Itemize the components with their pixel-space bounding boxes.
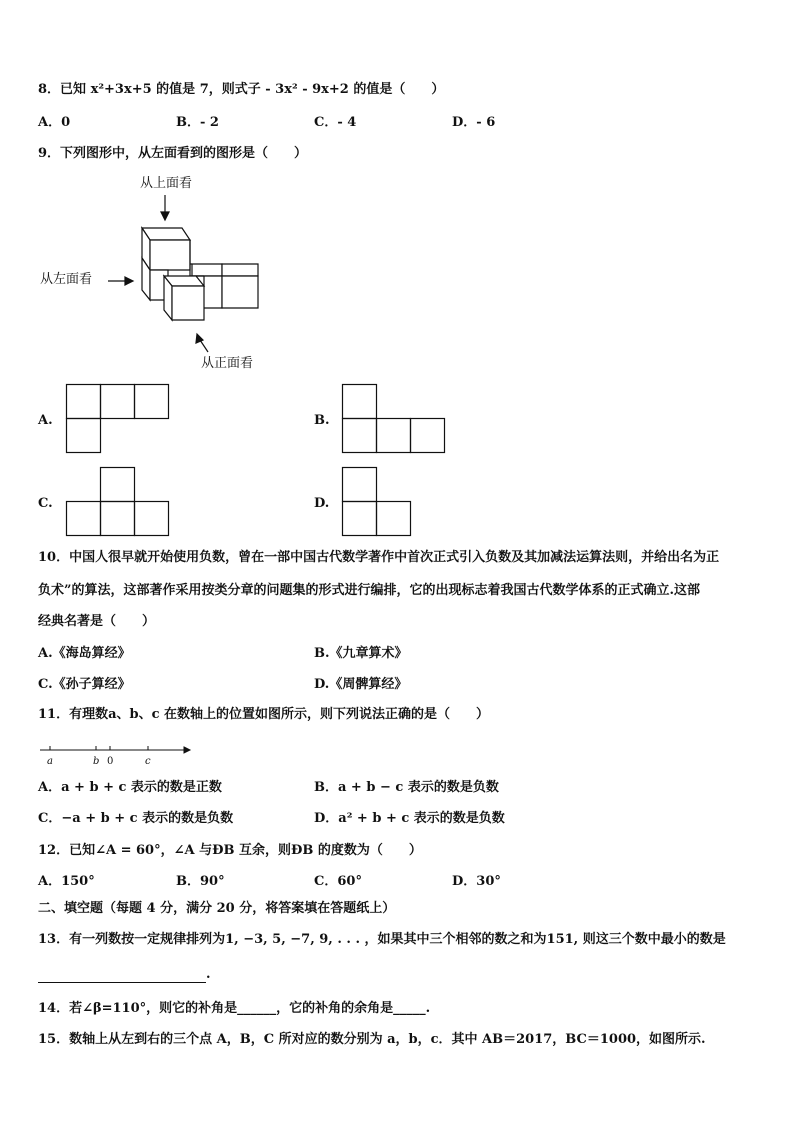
- q9-option-a-letter: A.: [38, 413, 53, 428]
- q12-option-c: C．60°: [314, 874, 362, 889]
- q11-stem: 11．有理数a、b、c 在数轴上的位置如图所示，则下列说法正确的是（ ）: [38, 707, 490, 722]
- q9-option-b-shape: [342, 384, 446, 456]
- q8-stem: 8．已知 x²+3x+5 的值是 7，则式子 - 3x² - 9x+2 的值是（ ）: [38, 82, 445, 97]
- q10-line3: 经典名著是（ ）: [38, 614, 156, 629]
- axis-label-c: c: [145, 756, 151, 767]
- q12-option-b: B．90°: [176, 874, 225, 889]
- cube-stack-figure: [0, 0, 794, 400]
- axis-label-b: b: [93, 756, 100, 767]
- q8-option-c: C．- 4: [314, 115, 357, 130]
- q13-stem: 13．有一列数按一定规律排列为1, −3, 5, −7, 9, . . . ，如果其中三个相邻的数之和为151, 则这三个数中最小的数是: [38, 932, 726, 947]
- axis-label-zero: 0: [107, 756, 114, 767]
- axis-label-a: a: [47, 756, 53, 767]
- label-from-left: 从左面看: [40, 272, 93, 287]
- q10-option-b: B.《九章算术》: [314, 646, 408, 661]
- q12-option-d: D．30°: [452, 874, 501, 889]
- label-from-front: 从正面看: [201, 356, 254, 371]
- q9-option-a-shape: [66, 384, 170, 456]
- q9-stem: 9．下列图形中，从左面看到的图形是（ ）: [38, 146, 308, 161]
- q10-line2: 负术”的算法，这部著作采用按类分章的问题集的形式进行编排，它的出现标志着我国古代数学体系的正式确立.这部: [38, 583, 701, 598]
- q15-stem: 15．数轴上从左到右的三个点 A，B，C 所对应的数分别为 a，b，c．其中 AB＝2017，BC＝1000，如图所示.: [38, 1032, 706, 1047]
- q11-option-b: B．a + b − c 表示的数是负数: [314, 780, 499, 795]
- q11-number-line: [38, 740, 198, 770]
- q13-blank[interactable]: [38, 970, 206, 983]
- q8-option-a: A．0: [38, 115, 71, 130]
- q10-option-a: A.《海岛算经》: [38, 646, 131, 661]
- q11-option-a: A．a + b + c 表示的数是正数: [38, 780, 222, 795]
- q10-line1: 10．中国人很早就开始使用负数，曾在一部中国古代数学著作中首次正式引入负数及其加减法运算法则，并给出名为正: [38, 550, 720, 565]
- q10-option-d: D.《周髀算经》: [314, 677, 408, 692]
- q12-option-a: A．150°: [38, 874, 95, 889]
- q12-stem: 12．已知∠A = 60°，∠A 与ÐB 互余，则ÐB 的度数为（ ）: [38, 843, 422, 858]
- q11-option-c: C．−a + b + c 表示的数是负数: [38, 811, 234, 826]
- label-from-top: 从上面看: [140, 176, 193, 191]
- q9-option-d-shape: [342, 467, 414, 539]
- q9-option-c-shape: [66, 467, 170, 539]
- section-two-heading: 二、填空题（每题 4 分，满分 20 分，将答案填在答题纸上）: [38, 901, 396, 916]
- q9-option-b-letter: B.: [314, 413, 330, 428]
- q8-option-d: D．- 6: [452, 115, 496, 130]
- q10-option-c: C.《孙子算经》: [38, 677, 131, 692]
- q11-option-d: D．a² + b + c 表示的数是负数: [314, 811, 505, 826]
- q13-tail: .: [206, 967, 211, 982]
- q9-option-d-letter: D.: [314, 496, 330, 511]
- q13-answer-line: [38, 967, 211, 983]
- q14-stem: 14．若∠β=110°，则它的补角是______，它的补角的余角是_____.: [38, 1001, 431, 1016]
- q8-option-b: B．- 2: [176, 115, 219, 130]
- q9-option-c-letter: C.: [38, 496, 53, 511]
